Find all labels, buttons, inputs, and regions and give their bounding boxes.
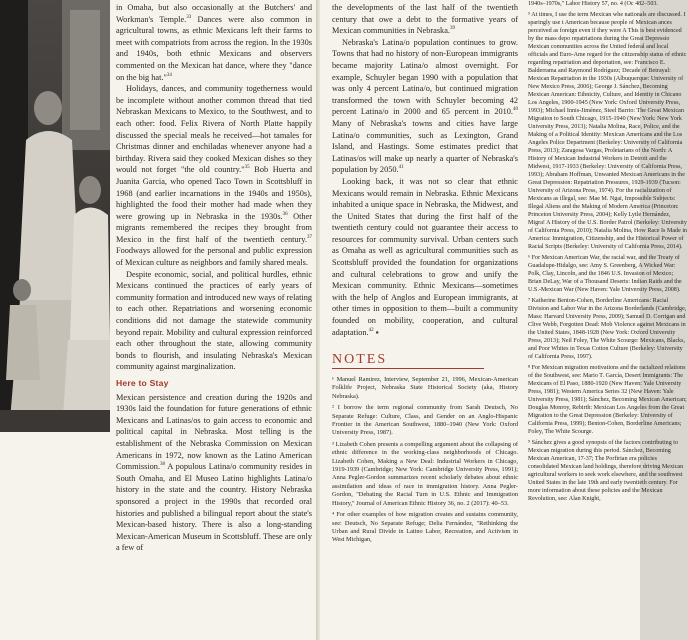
left-page [0, 0, 318, 640]
footnote-marker: 36 [282, 211, 288, 217]
footnote-marker: 34 [166, 72, 172, 78]
footnote: ⁹ Sánchez gives a good synopsis of the factors contributing to Mexican migration during this period. Sánchez, Becoming Mexican American, 17-37; The Porfirian era policies consolidated Mexican land holdings, therefore driving Mexican agricultural workers to seek work elsewhere, and the southwest United States in the late 19th and early twentieth century. For more information about these policies and the Mexican Revolution, see: Alan Knight, [528, 440, 684, 502]
notes-continued-column [528, 0, 688, 640]
footnote: ⁷ Katherine Benton-Cohen, Borderline Americans: Racial Division and Labor War in the Arizona Borderlands (Cambridge, Mass: Harvard University Press, 2009); Samuel D. Corrigan and Clive Webb, Forgotten Dead: Mob Violence against Mexicans in the United States, 1848-1928 (New York: Oxford University Press, 2013); Neil Foley, The White Scourge: Mexicans, Blacks, and Poor Whites in Texas Cotton Culture (Berkeley: University of California Press, 1997). [528, 298, 687, 360]
footnote: ² I borrow the term regional community from Sarah Deutsch, No Separate Refuge: Culture, Class, and Gender on an Anglo-Hispanic Frontier in the American Southwest, 1880–1940 (New York: Oxford University Press, 1987). [332, 404, 518, 437]
right-column-text [332, 2, 518, 338]
footnote-marker: 37 [307, 235, 312, 241]
footnote: 1940s–1970s," Labor History 57, no. 4 (Oc 482–503. [528, 1, 658, 7]
footnote: ⁶ For Mexican American War, the racial war, and the Treaty of Guadalupe-Hidalgo, see: Amy S. Greenberg, A Wicked War: Polk, Clay, Lincoln, and the 1846 U.S. Invasion of Mexico; Brian DeLay, War of a Thousand Deserts: Indian Raids and the U.S.-Mexican War (New Haven: Yale University Press, 2008). [528, 255, 682, 293]
body-paragraph: Looking back, it was not so clear that ethnic Mexicans would remain in Nebraska. Ethnic Mexicans inhabited a unique space in Nebraska, the Midwest, and the United States that during the first half of the twentieth century could not guarantee their access to resources for community survival. Urban centers such as Omaha as well as agricultural communities such as Scottsbluff provided the foundation for organizations and cultural celebrations to grow and unify the Mexican community. Ethnic Mexicans—sometimes with the help of Anglos and European immigrants, at other times in opposition to them—built a community founded on mobility, cooperation, and cultural adaptation.$^{42}$ ▪ [332, 176, 518, 337]
notes-rule [332, 368, 484, 369]
footnote-marker: 42 [368, 327, 374, 333]
photo-image [0, 0, 110, 432]
footnote-marker: 41 [398, 165, 404, 171]
body-paragraph: the developments of the last half of the twentieth century that owe a debt to the formative years of Mexican communities in Nebraska.$^{39}$ [332, 3, 518, 36]
footnote: ³ Lizabeth Cohen presents a compelling argument about the collapsing of ethnic difference in the working-class neighborhoods of Chicago. Lizabeth Cohen, Making a New Deal: Industrial Workers in Chicago, 1919-1939 (Cambridge; New York: Cambridge University Press, 1991); Anna Pegler-Gordon summarizes recent scholarly debates about ethnic assimilation and ideas of race in immigration history. Anna Pegler-Gordon, "Debating the Racial Turn in U.S. Ethnic and Immigration History," Journal of American Ethnic History 36, no. 2 (2017): 40–53. [332, 440, 518, 507]
footnote-marker: 35 [244, 165, 250, 171]
body-paragraph: Holidays, dances, and community togetherness would be incomplete without another common thread that tied Nebraskan Mexicans to Mexico, to the Southwest, and to each other: food. Felix Rivera of North Platte happily discussed the special meals he received—hot tamales for Christmas dinner and enchiladas whenever anyone had a birthday. Rivera said they cooked Mexican dishes so they would not forget "the old country."$^{35}$ Bob Huerta and Juanita Garcia, who opened Taco Town in Scottsbluff in 1968 (and earlier incarnations in the 1940s and 1950s), highlighted the food their mother had made when they were growing up in Nebraska in the 1930s.$^{36}$ Other migrants remembered the recipes they brought from Mexico in the first half of the twentieth century.$^{37}$ Foodways allowed for the personal and public expression of Mexican culture as neighbors and family shared meals. [116, 84, 313, 268]
footnote: ¹ Manuel Ramirez, Interview, September 21, 1996, Mexican-American Folklife Project, Nebraska State Historical Society (aka, History Nebraska). [332, 376, 518, 400]
section-heading: Here to Stay [116, 378, 169, 388]
footnote-marker: 33 [186, 14, 192, 20]
footnote: ⁴ For other examples of how migration creates and sustains community, see: Deutsch, No Separate Refuge; Delia Fernández, "Rethinking the Urban and Rural Divide in Latino Labor, Recreation, and Activism in West Michigan, [332, 511, 518, 544]
footnote: ⁵ At times, I use the term Mexican whe nationals are discussed. I sparingly use t American because people of Mexican ances perceived as foreign even if they were A This is best evidenced by the mass depo repatriations during the Great Depressio Mexican communities across the United federal and local officials and Euro-Ame regard for the citizenship status of ethnic regarding repatriation and deportation, see: Francisco E. Balderrama and Raymond Rodríguez; Decade of Betrayal: Mexican Repatriation in the 1930s (Albuquerque: University of New Mexico Press, 2006); George J. Sánchez, Becoming Mexican American: Ethnicity, Culture, and Identity in Chicano Los Angeles, 1900-1945 (New York: Oxford University Press, 1993); Michael Innis-Jiménez, Steel Barrio: The Great Mexican Migration to South Chicago, 1915-1940 (New York: New York University Press, 2013); Natalia Molina, Race, Police, and the Making of a Political Identity: Mexican Americans and the Los Angeles Police Department (Berkeley: University of California Press, 2013); Zaragosa Vargas, Proletarians of the North: A History of Mexican Industrial Workers in Detroit and the Midwest, 1917-1933 (Berkeley: University of California Press, 1993); Abraham Hoffman, Unwanted Mexican Americans in the Great Depression: Repatriation Pressures, 1929-1939 (Tucson: University of Arizona Press, 1974). For the racialization of Mexicans as illegal, see: Mae M. Ngai, Impossible Subjects: Illegal Aliens and the Making of Modern America (Princeton: Princeton University Press, 2004); Kelly Lytle Hernández, Migra! A History of the U.S. Border Patrol (Berkeley: University of California Press, 2010); Natalia Molina, How Race Is Made in America: Immigration, Citizenship, and the Historical Power of Racial Scripts (Berkeley: University of California Press, 2014). [528, 12, 688, 250]
notes-column [332, 376, 518, 548]
left-column-text [116, 2, 312, 554]
footnote-marker: 40 [513, 107, 518, 113]
footnote-marker: 38 [160, 462, 166, 468]
notes-title: NOTES [332, 352, 388, 367]
footnote: ⁸ For Mexican migration motivations and the racialized relations of the Southwest, see: Mario T. García, Desert Immigrants: The Mexicans of El Paso, 1880-1920 (New Haven: Yale University Press, 1981); Western America Series 32 (New Haven: Yale University Press, 1981); Sánchez, Becoming Mexican American; Douglas Monroy, Rebirth: Mexican Los Angeles from the Great Migration to the Great Depression (Berkeley: University of California Press, 1999); Benton-Cohen, Borderline Americans; Foley, The White Scourge. [528, 365, 687, 435]
historic-photo [0, 0, 110, 432]
footnote-marker: 39 [449, 26, 455, 32]
body-paragraph: Despite economic, social, and political hurdles, ethnic Mexicans continued the practices of early years of community formation and introduced new ways of relating to each other. Repatriations and worsening economic conditions did not damage the statewide community beyond repair. Mobility and cultural expression reinforced each other throughout the state, allowing community bonds to flourish, and insulating Nebraska's Mexican community against marginalization. [116, 269, 312, 372]
body-paragraph: in Omaha, but also occasionally at the Butchers' and Workman's Temple.$^{33}$ Dances were also common in agricultural towns, as ethnic Mexicans left their farms to meet with compatriots from across the region. In the 1930s and 1940s, both ethnic Mexicans and observers commented on the Mexican hat dance, where they "dance on the big hat."$^{34}$ [116, 3, 312, 82]
body-paragraph: Mexican persistence and creation during the 1920s and 1930s laid the foundation for future generations of ethnic Mexicans and Latinas/os to gain access to economic and political capital in Nebraska. Most telling is the establishment of the Nebraska Commission on Mexican Americans in 1972, now known as the Latino American Commission.$^{38}$ A populous Latina/o community resides in South Omaha, and El Museo Latino highlights Latina/o history in the state and the country. History Nebraska sponsored a project in the 1990s that recorded oral histories and published a bilingual report about the state's Mexican-based history. There is also a long-standing Mexican-American Museum in Scottsbluff. These are only a few of [116, 392, 312, 553]
body-paragraph: Nebraska's Latina/o population continues to grow. Towns that had no history of non-European immigrants became majority Latina/o almost overnight. For example, Schuyler began 1990 with a population that was only 4 percent Latina/o, but continued migration transformed the town with Schuyler becoming 42 percent Latina/o in 2000 and 65 percent in 2010.40 Many of Nebraska's towns and cities have large Latina/o communities, such as Lexington, Grand Island, and Hastings. Some estimates predict that Latinas/os will make up nearly a quarter of Nebraska's population by 2050.41 [332, 37, 518, 175]
